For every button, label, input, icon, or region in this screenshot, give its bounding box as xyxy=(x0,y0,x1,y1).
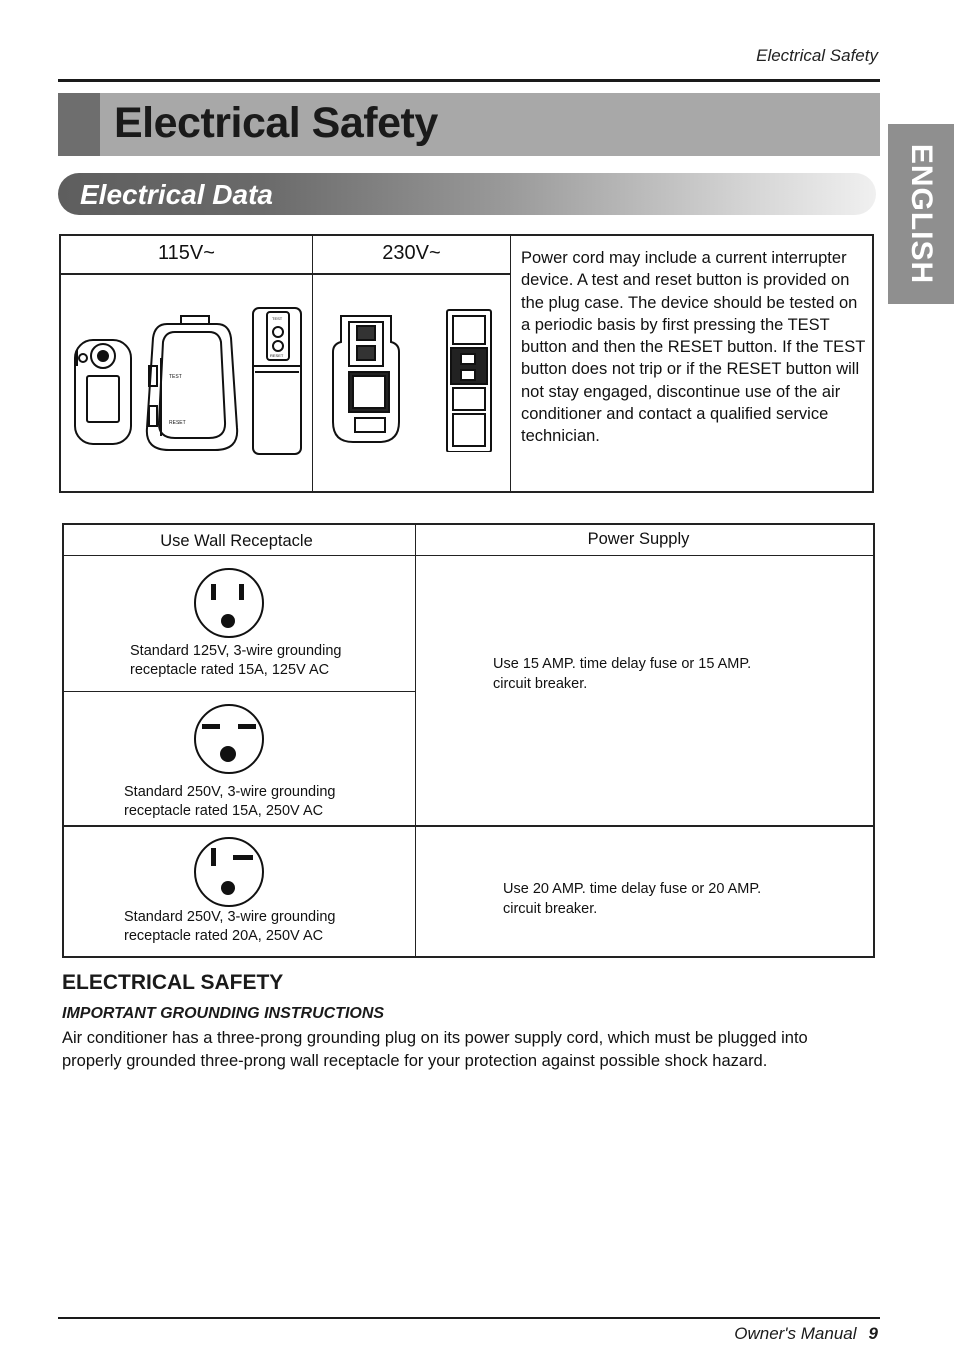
grounding-subheading: IMPORTANT GROUNDING INSTRUCTIONS xyxy=(62,1005,385,1022)
receptacle-row-2: Standard 250V, 3-wire grounding receptacle rated 15A, 250V AC xyxy=(124,784,336,819)
plug-test-label: TEST xyxy=(169,374,182,380)
header-wall-receptacle: Use Wall Receptacle xyxy=(160,532,313,550)
bottom-rule xyxy=(58,1317,880,1319)
receptacle-250v-15a-icon xyxy=(192,702,266,776)
plugs-115v-illustration xyxy=(69,296,309,466)
section-bar xyxy=(58,173,876,215)
plug-test-small-label: TEST xyxy=(272,316,283,321)
receptacle-125v-15a-icon xyxy=(192,566,266,640)
receptacle-row-1: Standard 125V, 3-wire grounding receptacle rated 15A, 125V AC xyxy=(130,643,342,678)
page-number: 9 xyxy=(868,1324,878,1343)
header-230v: 230V~ xyxy=(382,242,441,264)
receptacle-table xyxy=(62,523,875,958)
plug-gfci-icon xyxy=(147,316,237,450)
header-power-supply: Power Supply xyxy=(587,530,690,548)
title-bar xyxy=(58,93,880,156)
plug-reset-label: RESET xyxy=(169,420,186,426)
power-supply-15a: Use 15 AMP. time delay fuse or 15 AMP. circuit breaker. xyxy=(493,656,752,692)
receptacle-250v-20a-icon xyxy=(192,835,266,909)
running-header: Electrical Safety xyxy=(756,46,878,65)
top-rule xyxy=(58,79,880,82)
language-tab xyxy=(888,124,954,304)
gfci-description: Power cord may include a current interrupter device. A test and reset button is provided on the plug case. The device should be tested on a periodic basis by first pressing the TEST button and then the RESET button. If the TEST button does not trip or if the RESET button will not stay engaged, discontinue use of the air conditioner and contact a qualified service technician. xyxy=(521,249,865,446)
safety-heading: ELECTRICAL SAFETY xyxy=(62,971,284,994)
footer-manual-title: Owner's Manual xyxy=(734,1324,857,1343)
plug-rect-icon xyxy=(253,308,301,454)
plug-230v-b-icon xyxy=(447,310,491,452)
receptacle-row-3: Standard 250V, 3-wire grounding receptacle rated 20A, 250V AC xyxy=(124,909,336,944)
plugs-230v-illustration xyxy=(329,302,509,452)
power-supply-20a: Use 20 AMP. time delay fuse or 20 AMP. circuit breaker. xyxy=(503,881,762,917)
header-115v: 115V~ xyxy=(158,242,215,264)
page-footer xyxy=(734,1324,878,1344)
title-accent-block xyxy=(58,93,100,156)
plug-230v-a-icon xyxy=(333,316,399,442)
grounding-instructions: Air conditioner has a three-prong grounding plug on its power supply cord, which must be plugged into properly grounded three-prong wall receptacle for your protection against possible shock hazard. xyxy=(62,1029,808,1070)
language-label: ENGLISH xyxy=(905,143,938,285)
voltage-table xyxy=(59,234,874,493)
plug-round-icon xyxy=(75,340,131,444)
page-title: Electrical Safety xyxy=(114,99,438,147)
section-title: Electrical Data xyxy=(80,179,273,210)
plug-reset-small-label: RESET xyxy=(270,353,284,358)
